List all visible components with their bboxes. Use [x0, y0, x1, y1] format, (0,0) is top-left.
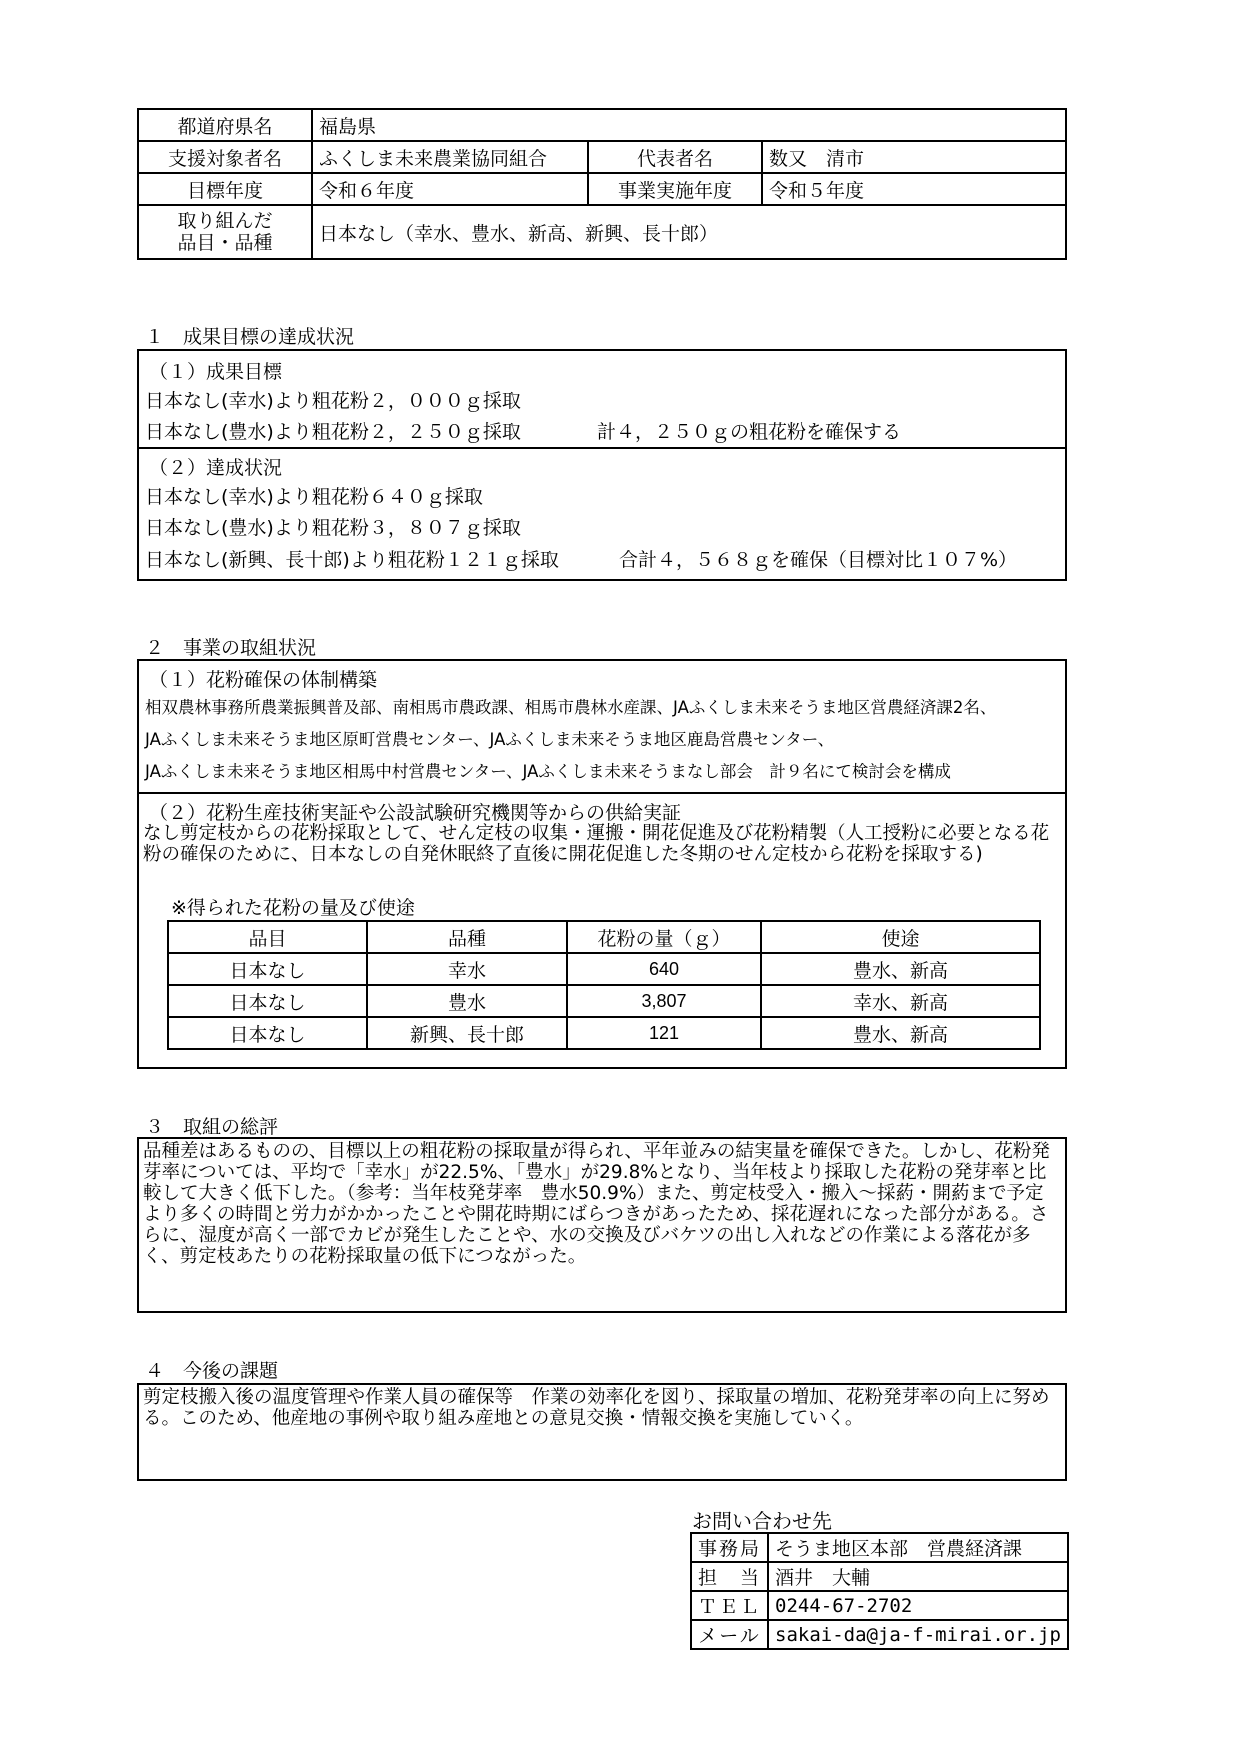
contact-label: メール — [691, 1620, 768, 1649]
prefecture-label: 都道府県名 — [138, 109, 312, 141]
issues-text: 剪定枝搬入後の温度管理や作業人員の確保等 作業の効率化を図り、採取量の増加、花粉発芽率の向上に努める。このため、他産地の事例や取り組み産地との意見交換・情報交換を実施していく。 — [143, 1387, 1050, 1429]
goal-line-2: 日本なし(豊水)より粗花粉２，２５０ｇ採取 — [145, 421, 521, 443]
status-line-1: 日本なし(幸水)より粗花粉６４０ｇ採取 — [145, 486, 483, 508]
col-item-header: 品目 — [168, 921, 367, 953]
cell-item: 日本なし — [168, 985, 367, 1017]
cell-item: 日本なし — [168, 953, 367, 985]
status-line-2: 日本なし(豊水)より粗花粉３，８０７ｇ採取 — [145, 517, 521, 539]
target-value: ふくしま未来農業協同組合 — [312, 141, 588, 173]
table-caption: ※得られた花粉の量及び使途 — [171, 897, 415, 919]
table-header-row — [168, 921, 1040, 953]
contact-row — [691, 1620, 1068, 1649]
cell-amount: 3,807 — [567, 985, 761, 1017]
pollen-table — [167, 920, 1041, 1050]
goal-year-value: 令和６年度 — [312, 173, 588, 205]
cell-amount: 640 — [567, 953, 761, 985]
contact-row — [691, 1591, 1068, 1620]
section1-title: １ 成果目標の達成状況 — [145, 326, 355, 348]
system-line-3: JAふくしま未来そうま地区相馬中村営農センター、JAふくしま未来そうまなし部会 計９名にて検討会を構成 — [145, 762, 951, 781]
table-row — [168, 985, 1040, 1017]
section3-box — [137, 1137, 1067, 1313]
system-line-1: 相双農林事務所農業振興普及部、南相馬市農政課、相馬市農林水産課、JAふくしま未来そうま地区営農経済課2名、 — [145, 698, 997, 717]
contact-title: お問い合わせ先 — [692, 1509, 832, 1533]
status-heading: （２）達成状況 — [149, 457, 283, 479]
status-line-3: 日本なし(新興、長十郎)より粗花粉１２１ｇ採取 — [145, 549, 559, 571]
goal-block — [139, 351, 1065, 447]
contact-row — [691, 1533, 1068, 1562]
items-label-line2: 品目・品種 — [177, 232, 273, 254]
items-label-line1: 取り組んだ — [177, 210, 273, 232]
contact-value: 酒井 大輔 — [768, 1562, 1068, 1591]
goal-total: 計４，２５０ｇの粗花粉を確保する — [597, 421, 902, 443]
contact-label: ＴＥＬ — [691, 1591, 768, 1620]
table-row — [168, 953, 1040, 985]
representative-value: 数又 清市 — [762, 141, 1066, 173]
impl-year-value: 令和５年度 — [762, 173, 1066, 205]
cell-variety: 新興、長十郎 — [367, 1017, 567, 1049]
cell-use: 豊水、新高 — [761, 1017, 1040, 1049]
section4-title: ４ 今後の課題 — [145, 1360, 279, 1382]
status-total: 合計４，５６８ｇを確保（目標対比１０７%） — [619, 549, 1018, 571]
impl-year-label: 事業実施年度 — [588, 173, 762, 205]
cell-use: 幸水、新高 — [761, 985, 1040, 1017]
cell-item: 日本なし — [168, 1017, 367, 1049]
col-amount-header: 花粉の量（ｇ） — [567, 921, 761, 953]
contact-label: 担 当 — [691, 1562, 768, 1591]
review-text: 品種差はあるものの、目標以上の粗花粉の採取量が得られ、平年並みの結実量を確保できた。しかし、花粉発芽率については、平均で「幸水」が22.5%、「豊水」が29.8%となり、当年枝より採取した花粉の発芽率と比較して大きく低下した。（参考：当年枝発芽率 豊水50.9%）また、剪定枝受入・搬入～採葯・開葯まで予定より多くの時間と労力がかかったことや開花時期にばらつきがあったため、採花遅れになった部分がある。さらに、湿度が高く一部でカビが発生したことや、水の交換及びバケツの出し入れなどの作業による落花が多く、剪定枝あたりの花粉採取量の低下につながった。 — [143, 1141, 1050, 1267]
contact-row — [691, 1562, 1068, 1591]
col-variety-header: 品種 — [367, 921, 567, 953]
table-row — [168, 1017, 1040, 1049]
target-label: 支援対象者名 — [138, 141, 312, 173]
section1-box — [137, 349, 1067, 581]
items-label — [138, 205, 312, 259]
system-heading: （１）花粉確保の体制構築 — [149, 669, 378, 691]
contact-phone[interactable]: 0244-67-2702 — [768, 1591, 1068, 1620]
cell-variety: 豊水 — [367, 985, 567, 1017]
goal-line-1: 日本なし(幸水)より粗花粉２，０００ｇ採取 — [145, 390, 521, 412]
contact-value: そうま地区本部 営農経済課 — [768, 1533, 1068, 1562]
system-line-2: JAふくしま未来そうま地区原町営農センター、JAふくしま未来そうま地区鹿島営農センター、 — [145, 730, 835, 749]
section4-box — [137, 1383, 1067, 1481]
goal-year-label: 目標年度 — [138, 173, 312, 205]
section3-title: ３ 取組の総評 — [145, 1116, 279, 1138]
goal-heading: （１）成果目標 — [149, 361, 283, 383]
cell-use: 豊水、新高 — [761, 953, 1040, 985]
cell-amount: 121 — [567, 1017, 761, 1049]
contact-label: 事務局 — [691, 1533, 768, 1562]
system-block — [139, 661, 1065, 792]
col-use-header: 使途 — [761, 921, 1040, 953]
prefecture-value: 福島県 — [312, 109, 1066, 141]
cell-variety: 幸水 — [367, 953, 567, 985]
representative-label: 代表者名 — [588, 141, 762, 173]
supply-text: なし剪定枝からの花粉採取として、せん定枝の収集・運搬・開花促進及び花粉精製（人工授粉に必要となる花粉の確保のために、日本なしの自発休眠終了直後に開花促進した冬期のせん定枝から花粉を採取する) — [143, 823, 1050, 865]
status-block — [139, 447, 1065, 579]
items-value: 日本なし（幸水、豊水、新高、新興、長十郎） — [312, 205, 1066, 259]
section2-title: ２ 事業の取組状況 — [145, 637, 317, 659]
header-table — [137, 108, 1067, 260]
supply-heading: （２）花粉生産技術実証や公設試験研究機関等からの供給実証 — [149, 802, 682, 824]
section2-box — [137, 659, 1067, 1069]
contact-email-link[interactable]: sakai-da@ja-f-mirai.or.jp — [768, 1620, 1068, 1649]
contact-table — [690, 1532, 1069, 1650]
supply-block — [139, 792, 1065, 1067]
